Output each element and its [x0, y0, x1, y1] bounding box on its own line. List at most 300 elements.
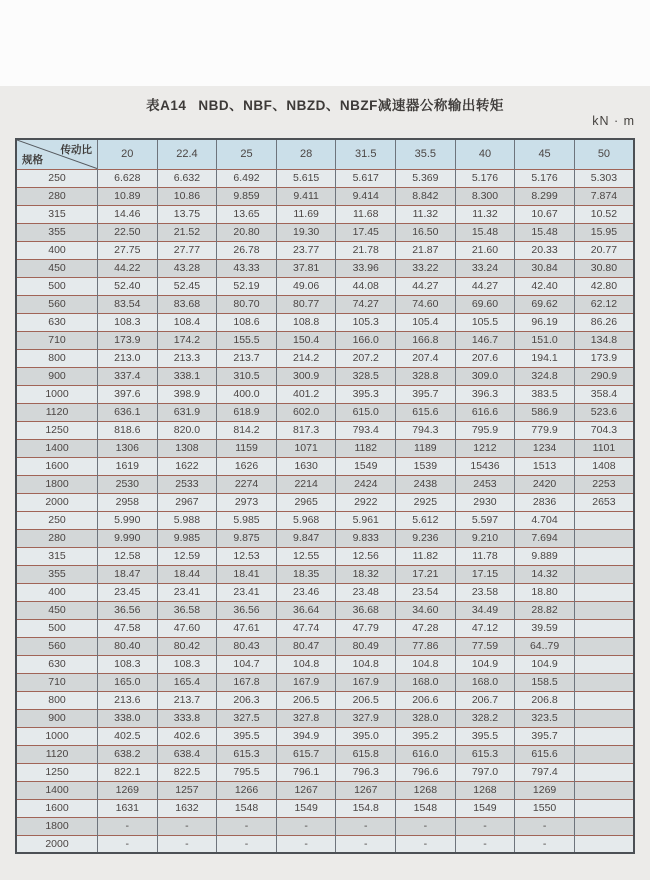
value-cell: 1513 [515, 457, 575, 475]
value-cell: 324.8 [515, 367, 575, 385]
value-cell: 20.80 [217, 223, 277, 241]
value-cell: 13.65 [217, 205, 277, 223]
value-cell: 1269 [98, 781, 158, 799]
value-cell: 5.303 [574, 169, 634, 187]
value-cell: 27.75 [98, 241, 158, 259]
table-row [16, 763, 634, 781]
value-cell: 214.2 [276, 349, 336, 367]
value-cell: 8.299 [515, 187, 575, 205]
spec-cell: 355 [16, 565, 98, 583]
value-cell: 155.5 [217, 331, 277, 349]
table-row [16, 637, 634, 655]
value-cell: 80.49 [336, 637, 396, 655]
spec-cell: 900 [16, 367, 98, 385]
value-cell: 1257 [157, 781, 217, 799]
value-cell: 213.0 [98, 349, 158, 367]
value-cell: 36.64 [276, 601, 336, 619]
value-cell: 108.3 [157, 655, 217, 673]
value-cell: 397.6 [98, 385, 158, 403]
value-cell: 108.4 [157, 313, 217, 331]
spec-cell: 2000 [16, 835, 98, 853]
value-cell: 80.43 [217, 637, 277, 655]
value-cell: 47.74 [276, 619, 336, 637]
value-cell: 796.6 [396, 763, 456, 781]
spec-cell: 630 [16, 655, 98, 673]
value-cell: 1182 [336, 439, 396, 457]
value-cell: 615.6 [515, 745, 575, 763]
value-cell: 6.628 [98, 169, 158, 187]
value-cell: 638.4 [157, 745, 217, 763]
value-cell: 2836 [515, 493, 575, 511]
value-cell: 10.67 [515, 205, 575, 223]
corner-cell [16, 139, 98, 169]
value-cell: 168.0 [396, 673, 456, 691]
value-cell [574, 817, 634, 835]
table-row [16, 439, 634, 457]
value-cell: 47.12 [455, 619, 515, 637]
value-cell: 104.9 [455, 655, 515, 673]
value-cell: 2453 [455, 475, 515, 493]
value-cell: 77.59 [455, 637, 515, 655]
spec-cell: 560 [16, 295, 98, 313]
value-cell: 1189 [396, 439, 456, 457]
spec-cell: 1800 [16, 475, 98, 493]
value-cell: 33.22 [396, 259, 456, 277]
value-cell: - [98, 835, 158, 853]
value-cell: 44.27 [396, 277, 456, 295]
value-cell: 358.4 [574, 385, 634, 403]
value-cell: 6.492 [217, 169, 277, 187]
value-cell: 206.5 [276, 691, 336, 709]
value-cell: 1630 [276, 457, 336, 475]
value-cell: 395.3 [336, 385, 396, 403]
value-cell: 1548 [217, 799, 277, 817]
value-cell: 166.0 [336, 331, 396, 349]
value-cell: 1549 [276, 799, 336, 817]
value-cell: 108.3 [98, 313, 158, 331]
spec-cell: 400 [16, 241, 98, 259]
value-cell: 2214 [276, 475, 336, 493]
value-cell: 14.46 [98, 205, 158, 223]
value-cell: 5.369 [396, 169, 456, 187]
value-cell: 21.60 [455, 241, 515, 259]
value-cell: 69.60 [455, 295, 515, 313]
column-header-50: 50 [574, 139, 634, 169]
value-cell: 402.6 [157, 727, 217, 745]
value-cell: 213.6 [98, 691, 158, 709]
value-cell [574, 727, 634, 745]
value-cell: 47.60 [157, 619, 217, 637]
value-cell: 402.5 [98, 727, 158, 745]
value-cell: 64..79 [515, 637, 575, 655]
spec-cell: 1120 [16, 745, 98, 763]
value-cell: - [396, 817, 456, 835]
value-cell: - [276, 817, 336, 835]
value-cell: 328.8 [396, 367, 456, 385]
value-cell: 27.77 [157, 241, 217, 259]
value-cell [574, 547, 634, 565]
value-cell: 43.28 [157, 259, 217, 277]
value-cell [574, 799, 634, 817]
spec-cell: 1250 [16, 763, 98, 781]
value-cell: 631.9 [157, 403, 217, 421]
value-cell: 14.32 [515, 565, 575, 583]
value-cell: 206.8 [515, 691, 575, 709]
value-cell: 37.81 [276, 259, 336, 277]
spec-cell: 800 [16, 691, 98, 709]
value-cell: 1549 [336, 457, 396, 475]
value-cell: - [276, 835, 336, 853]
spec-cell: 1400 [16, 781, 98, 799]
value-cell: 10.89 [98, 187, 158, 205]
value-cell: 1631 [98, 799, 158, 817]
value-cell: - [336, 817, 396, 835]
value-cell: 34.60 [396, 601, 456, 619]
value-cell: 795.9 [455, 421, 515, 439]
table-row [16, 223, 634, 241]
value-cell: - [336, 835, 396, 853]
value-cell: 11.69 [276, 205, 336, 223]
spec-cell: 315 [16, 547, 98, 565]
value-cell: 11.68 [336, 205, 396, 223]
spec-cell: 250 [16, 169, 98, 187]
value-cell: 1632 [157, 799, 217, 817]
value-cell: 794.3 [396, 421, 456, 439]
value-cell: 52.40 [98, 277, 158, 295]
value-cell: 817.3 [276, 421, 336, 439]
value-cell: 23.48 [336, 583, 396, 601]
value-cell: 9.990 [98, 529, 158, 547]
value-cell: 83.68 [157, 295, 217, 313]
value-cell: 167.9 [276, 673, 336, 691]
value-cell: 615.3 [217, 745, 277, 763]
value-cell [574, 745, 634, 763]
value-cell: 6.632 [157, 169, 217, 187]
value-cell: 12.58 [98, 547, 158, 565]
table-row [16, 511, 634, 529]
value-cell: 42.40 [515, 277, 575, 295]
table-number-label: 表A14 [146, 98, 187, 113]
table-row [16, 385, 634, 403]
value-cell: 2253 [574, 475, 634, 493]
value-cell [574, 637, 634, 655]
value-cell: 328.0 [396, 709, 456, 727]
value-cell: 108.6 [217, 313, 277, 331]
table-row [16, 817, 634, 835]
value-cell: 616.6 [455, 403, 515, 421]
value-cell: - [217, 835, 277, 853]
value-cell: 167.8 [217, 673, 277, 691]
value-cell: 523.6 [574, 403, 634, 421]
table-row [16, 331, 634, 349]
value-cell: 36.58 [157, 601, 217, 619]
value-cell: 7.874 [574, 187, 634, 205]
table-row [16, 349, 634, 367]
value-cell: 5.615 [276, 169, 336, 187]
value-cell: 401.2 [276, 385, 336, 403]
value-cell: 395.7 [396, 385, 456, 403]
value-cell: 394.9 [276, 727, 336, 745]
spec-cell: 400 [16, 583, 98, 601]
spec-cell: 1800 [16, 817, 98, 835]
spec-cell: 1120 [16, 403, 98, 421]
value-cell: 104.8 [396, 655, 456, 673]
value-cell: 1622 [157, 457, 217, 475]
value-cell: 2424 [336, 475, 396, 493]
value-cell: 30.80 [574, 259, 634, 277]
column-header-20: 20 [98, 139, 158, 169]
value-cell: 309.0 [455, 367, 515, 385]
value-cell: 616.0 [396, 745, 456, 763]
value-cell: 1619 [98, 457, 158, 475]
value-cell: 395.0 [336, 727, 396, 745]
value-cell: 615.0 [336, 403, 396, 421]
value-cell: 104.9 [515, 655, 575, 673]
value-cell: 17.15 [455, 565, 515, 583]
value-cell: 80.42 [157, 637, 217, 655]
value-cell: 5.988 [157, 511, 217, 529]
spec-cell: 560 [16, 637, 98, 655]
spec-cell: 1600 [16, 457, 98, 475]
value-cell: - [455, 835, 515, 853]
value-cell: 9.847 [276, 529, 336, 547]
spec-cell: 900 [16, 709, 98, 727]
value-cell: 327.9 [336, 709, 396, 727]
value-cell: 47.58 [98, 619, 158, 637]
value-cell: 15.48 [515, 223, 575, 241]
table-row [16, 421, 634, 439]
value-cell: 2967 [157, 493, 217, 511]
value-cell: 12.56 [336, 547, 396, 565]
value-cell: 822.1 [98, 763, 158, 781]
table-row [16, 457, 634, 475]
value-cell: 11.82 [396, 547, 456, 565]
value-cell: 18.44 [157, 565, 217, 583]
value-cell: 49.06 [276, 277, 336, 295]
table-row [16, 655, 634, 673]
value-cell: 383.5 [515, 385, 575, 403]
value-cell: - [455, 817, 515, 835]
value-cell: 300.9 [276, 367, 336, 385]
value-cell: 1550 [515, 799, 575, 817]
value-cell: 52.45 [157, 277, 217, 295]
value-cell: 636.1 [98, 403, 158, 421]
value-cell: 18.80 [515, 583, 575, 601]
value-cell: 615.6 [396, 403, 456, 421]
value-cell: 338.0 [98, 709, 158, 727]
value-cell: 333.8 [157, 709, 217, 727]
value-cell: 1269 [515, 781, 575, 799]
value-cell: 150.4 [276, 331, 336, 349]
value-cell: 206.5 [336, 691, 396, 709]
value-cell: 104.8 [336, 655, 396, 673]
value-cell: 26.78 [217, 241, 277, 259]
value-cell: 9.210 [455, 529, 515, 547]
value-cell: 47.79 [336, 619, 396, 637]
table-row [16, 295, 634, 313]
value-cell: 44.08 [336, 277, 396, 295]
value-cell: 166.8 [396, 331, 456, 349]
value-cell: 213.7 [217, 349, 277, 367]
spec-cell: 500 [16, 619, 98, 637]
value-cell: 395.5 [217, 727, 277, 745]
table-row [16, 475, 634, 493]
spec-cell: 1000 [16, 727, 98, 745]
value-cell [574, 655, 634, 673]
value-cell: 15436 [455, 457, 515, 475]
value-cell: 146.7 [455, 331, 515, 349]
value-cell: 5.176 [455, 169, 515, 187]
value-cell: 39.59 [515, 619, 575, 637]
page-title [0, 94, 650, 114]
value-cell: 2438 [396, 475, 456, 493]
value-cell: 206.3 [217, 691, 277, 709]
value-cell: 44.27 [455, 277, 515, 295]
value-cell: 134.8 [574, 331, 634, 349]
value-cell: 328.2 [455, 709, 515, 727]
value-cell: 207.6 [455, 349, 515, 367]
value-cell: 400.0 [217, 385, 277, 403]
value-cell: 42.80 [574, 277, 634, 295]
value-cell: 7.694 [515, 529, 575, 547]
spec-cell: 1250 [16, 421, 98, 439]
corner-label-spec: 规格 [22, 153, 43, 166]
value-cell: 8.300 [455, 187, 515, 205]
value-cell [574, 565, 634, 583]
table-row [16, 799, 634, 817]
value-cell: 9.414 [336, 187, 396, 205]
value-cell: 23.45 [98, 583, 158, 601]
table-row [16, 169, 634, 187]
header-row [16, 139, 634, 169]
spec-cell: 250 [16, 511, 98, 529]
value-cell: 207.2 [336, 349, 396, 367]
value-cell: 43.33 [217, 259, 277, 277]
value-cell: - [515, 835, 575, 853]
value-cell: 18.41 [217, 565, 277, 583]
value-cell: 797.0 [455, 763, 515, 781]
torque-table [15, 138, 635, 854]
value-cell: 12.59 [157, 547, 217, 565]
value-cell: 586.9 [515, 403, 575, 421]
value-cell: 328.5 [336, 367, 396, 385]
column-header-25: 25 [217, 139, 277, 169]
table-row [16, 709, 634, 727]
value-cell: 15.95 [574, 223, 634, 241]
column-header-31.5: 31.5 [336, 139, 396, 169]
value-cell: 2533 [157, 475, 217, 493]
value-cell: 151.0 [515, 331, 575, 349]
value-cell: 795.5 [217, 763, 277, 781]
value-cell: 108.8 [276, 313, 336, 331]
value-cell: 62.12 [574, 295, 634, 313]
table-row [16, 727, 634, 745]
value-cell: 615.3 [455, 745, 515, 763]
value-cell: 822.5 [157, 763, 217, 781]
value-cell: 5.990 [98, 511, 158, 529]
value-cell [574, 529, 634, 547]
value-cell: 5.985 [217, 511, 277, 529]
value-cell: 310.5 [217, 367, 277, 385]
table-row [16, 403, 634, 421]
spec-cell: 280 [16, 529, 98, 547]
value-cell: 1267 [276, 781, 336, 799]
value-cell: 69.62 [515, 295, 575, 313]
value-cell: 5.968 [276, 511, 336, 529]
table-body [16, 169, 634, 853]
table-row [16, 781, 634, 799]
value-cell: 96.19 [515, 313, 575, 331]
value-cell: 395.7 [515, 727, 575, 745]
value-cell: 194.1 [515, 349, 575, 367]
table-row [16, 673, 634, 691]
value-cell [574, 781, 634, 799]
value-cell: 34.49 [455, 601, 515, 619]
value-cell: - [157, 817, 217, 835]
value-cell: 2973 [217, 493, 277, 511]
value-cell [574, 835, 634, 853]
value-cell: 18.47 [98, 565, 158, 583]
table-row [16, 601, 634, 619]
value-cell: 327.5 [217, 709, 277, 727]
value-cell: 814.2 [217, 421, 277, 439]
value-cell [574, 691, 634, 709]
value-cell: 10.86 [157, 187, 217, 205]
value-cell: 9.889 [515, 547, 575, 565]
spec-cell: 800 [16, 349, 98, 367]
table-row [16, 529, 634, 547]
value-cell: 105.3 [336, 313, 396, 331]
value-cell: 395.2 [396, 727, 456, 745]
spec-cell: 710 [16, 331, 98, 349]
table-title-text: NBD、NBF、NBZD、NBZF减速器公称输出转矩 [198, 98, 504, 113]
value-cell: 105.5 [455, 313, 515, 331]
value-cell: 108.3 [98, 655, 158, 673]
value-cell: 1548 [396, 799, 456, 817]
value-cell: 2925 [396, 493, 456, 511]
value-cell: 2958 [98, 493, 158, 511]
table-row [16, 547, 634, 565]
column-header-45: 45 [515, 139, 575, 169]
value-cell [574, 673, 634, 691]
value-cell: 80.47 [276, 637, 336, 655]
value-cell: 9.859 [217, 187, 277, 205]
value-cell: 2930 [455, 493, 515, 511]
value-cell: 47.28 [396, 619, 456, 637]
value-cell: 13.75 [157, 205, 217, 223]
spec-cell: 280 [16, 187, 98, 205]
value-cell: 52.19 [217, 277, 277, 295]
value-cell: 33.24 [455, 259, 515, 277]
value-cell: 796.3 [336, 763, 396, 781]
value-cell: 104.7 [217, 655, 277, 673]
value-cell: 1266 [217, 781, 277, 799]
value-cell: 206.6 [396, 691, 456, 709]
value-cell: 17.45 [336, 223, 396, 241]
value-cell: 33.96 [336, 259, 396, 277]
spec-cell: 2000 [16, 493, 98, 511]
value-cell: 36.56 [98, 601, 158, 619]
value-cell: 1234 [515, 439, 575, 457]
value-cell: 11.32 [455, 205, 515, 223]
value-cell: 1159 [217, 439, 277, 457]
spec-cell: 355 [16, 223, 98, 241]
value-cell: 1071 [276, 439, 336, 457]
value-cell: 23.54 [396, 583, 456, 601]
spec-cell: 500 [16, 277, 98, 295]
value-cell: 15.48 [455, 223, 515, 241]
column-header-22.4: 22.4 [157, 139, 217, 169]
